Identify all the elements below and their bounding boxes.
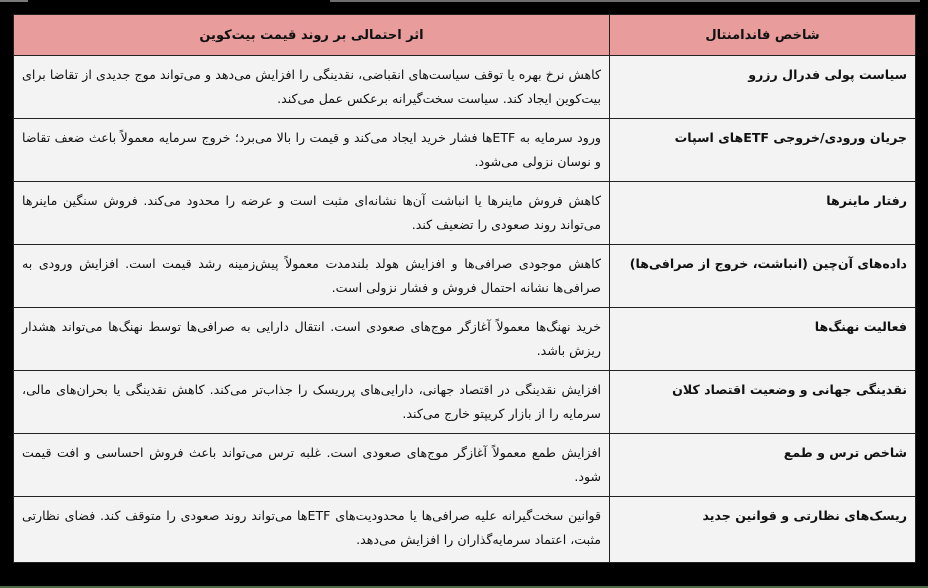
table-row [14,182,916,245]
impact-cell: افزایش نقدینگی در اقتصاد جهانی، دارایی‌های پرریسک را جذاب‌تر می‌کند. کاهش نقدینگی یا بحران‌های مالی، سرمایه را از بازار کریپتو خارج می‌کند. [14,371,610,434]
impact-cell: کاهش نرخ بهره یا توقف سیاست‌های انقباضی، نقدینگی را افزایش می‌دهد و می‌تواند موج جدیدی از تقاضا برای بیت‌کوین ایجاد کند. سیاست سخت‌گیرانه برعکس عمل می‌کند. [14,56,610,119]
impact-cell: کاهش موجودی صرافی‌ها و افزایش هولد بلندمدت معمولاً پیش‌زمینه رشد قیمت است. افزایش ورودی به صرافی‌ها نشانه احتمال فروش و فشار نزولی است. [14,245,610,308]
impact-cell: ورود سرمایه به ETFها فشار خرید ایجاد می‌کند و قیمت را بالا می‌برد؛ خروج سرمایه معمولاً باعث ضعف تقاضا و نوسان نزولی می‌شود. [14,119,610,182]
impact-cell: کاهش فروش ماینرها یا انباشت آن‌ها نشانه‌ای مثبت است و عرضه را محدود می‌کند. فروش سنگین ماینرها می‌تواند روند صعودی را تضعیف کند. [14,182,610,245]
indicator-cell: جریان ورودی/خروجی ETFهای اسپات [610,119,916,182]
indicator-cell: فعالیت نهنگ‌ها [610,308,916,371]
impact-cell: افزایش طمع معمولاً آغازگر موج‌های صعودی است. غلبه ترس می‌تواند باعث فروش احساسی و افت قیمت شود. [14,434,610,497]
indicator-cell: ریسک‌های نظارتی و قوانین جدید [610,497,916,563]
impact-cell: قوانین سخت‌گیرانه علیه صرافی‌ها یا محدودیت‌های ETFها می‌تواند روند صعودی را متوقف کند. فضای نظارتی مثبت، اعتماد سرمایه‌گذاران را افزایش می‌دهد. [14,497,610,563]
table-row [14,119,916,182]
indicator-cell: شاخص ترس و طمع [610,434,916,497]
indicator-cell: سیاست پولی فدرال رزرو [610,56,916,119]
table-row [14,497,916,563]
indicator-cell: داده‌های آن‌چین (انباشت، خروج از صرافی‌ها) [610,245,916,308]
table-row [14,308,916,371]
table-row [14,434,916,497]
indicator-cell: رفتار ماینرها [610,182,916,245]
indicator-cell: نقدینگی جهانی و وضعیت اقتصاد کلان [610,371,916,434]
table-row [14,371,916,434]
table-row [14,245,916,308]
header-indicator: شاخص فاندامنتال [610,15,916,56]
impact-cell: خرید نهنگ‌ها معمولاً آغازگر موج‌های صعودی است. انتقال دارایی به صرافی‌ها توسط نهنگ‌ها می‌تواند هشدار ریزش باشد. [14,308,610,371]
header-impact: اثر احتمالی بر روند قیمت بیت‌کوین [14,15,610,56]
table-header-row [14,15,916,56]
top-edge-line-right [330,0,920,2]
fundamental-indicators-table [13,14,916,563]
table-row [14,56,916,119]
top-edge-line-left [0,0,28,2]
